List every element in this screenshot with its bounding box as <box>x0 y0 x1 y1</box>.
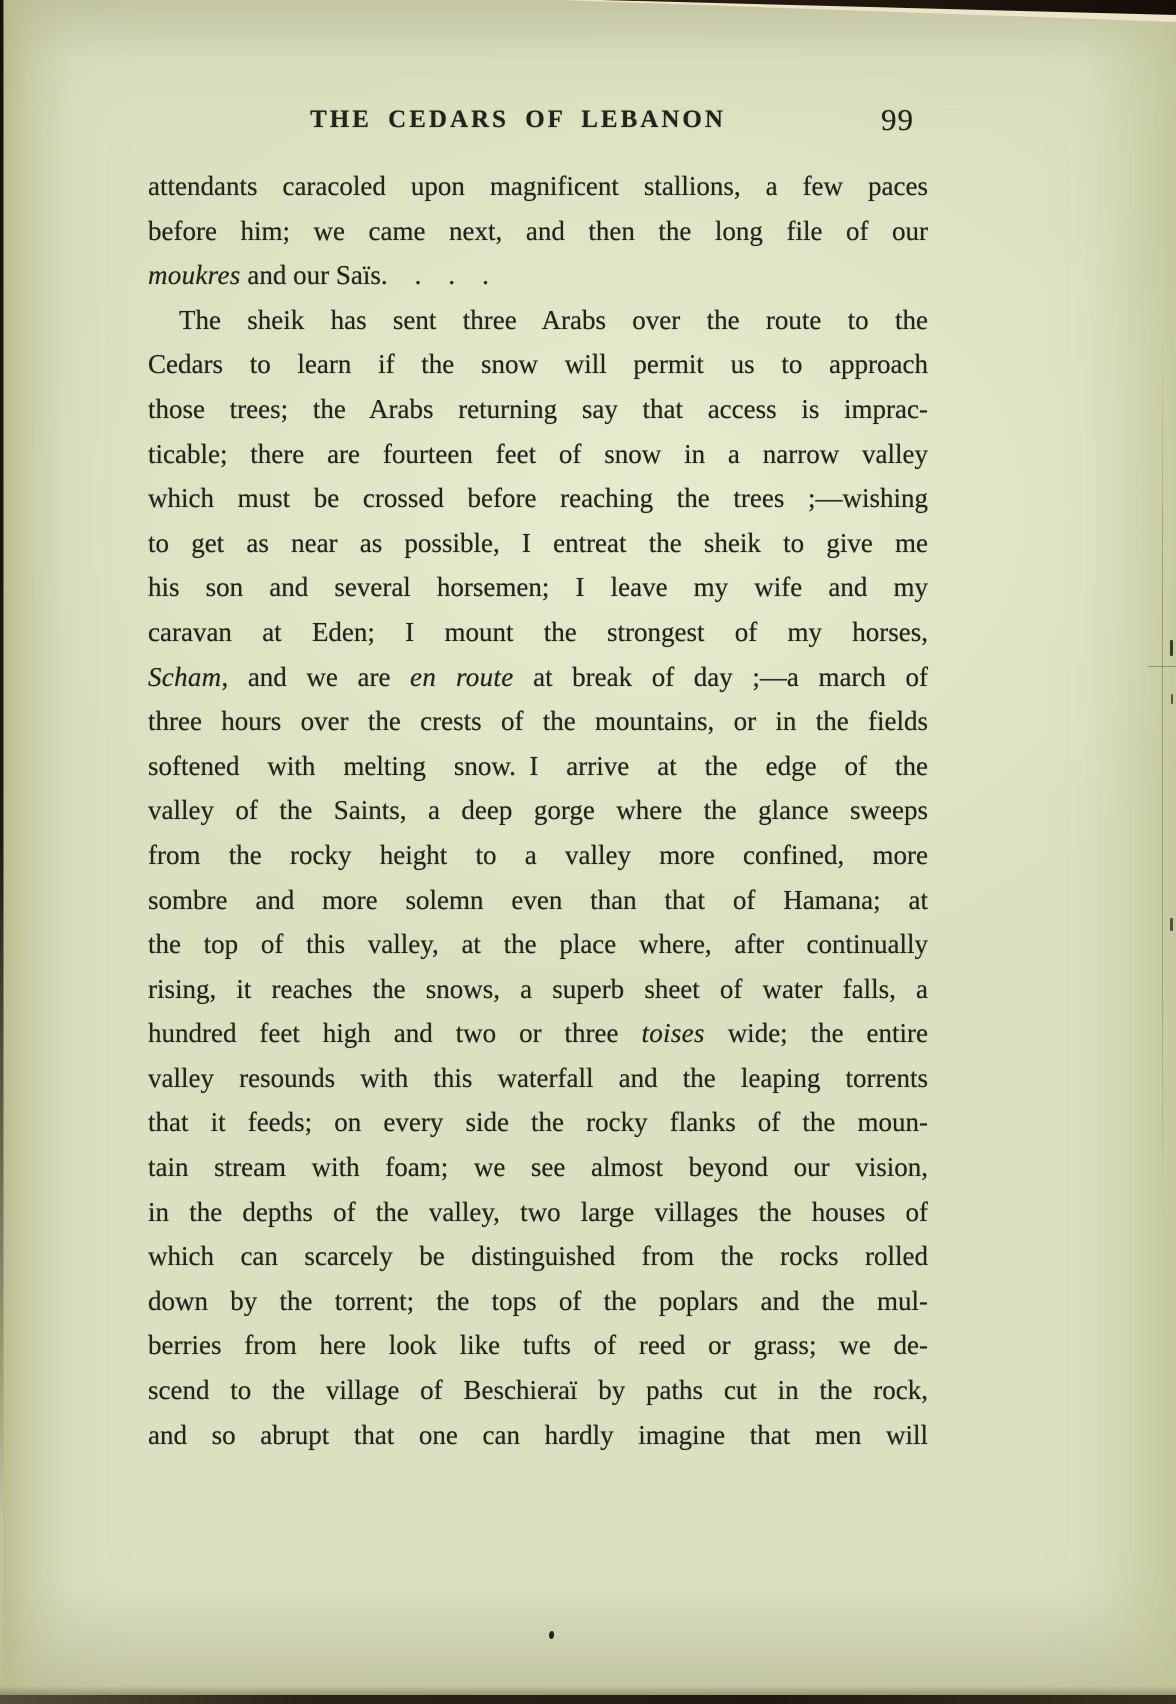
text-line <box>148 1145 928 1190</box>
text-line <box>148 1190 928 1235</box>
text-line <box>148 1056 928 1101</box>
right-edge-mark <box>1170 640 1173 656</box>
scan-hairline <box>1148 666 1176 667</box>
text-segment: his son and several horsemen; I leave my wife and my <box>148 572 928 603</box>
text-segment: berries from here look like tufts of reed or grass; we de- <box>148 1330 928 1361</box>
text-line <box>148 1234 928 1279</box>
text-line <box>148 744 928 789</box>
text-segment: at break of day ;—a march of <box>513 661 928 692</box>
text-segment: which must be crossed before reaching the trees ;—wishing <box>148 483 928 514</box>
text-segment: ticable; there are fourteen feet of snow in a narrow valley <box>148 438 928 469</box>
text-segment: softened with melting snow. I arrive at the edge of the <box>148 750 928 781</box>
text-line <box>148 476 928 521</box>
text-segment: valley resounds with this waterfall and the leaping torrents <box>148 1062 928 1093</box>
text-segment: Cedars to learn if the snow will permit us to approach <box>148 349 928 380</box>
text-segment: three hours over the crests of the mountains, or in the fields <box>148 706 928 737</box>
text-line <box>148 1279 928 1324</box>
italic-text: moukres <box>148 260 241 291</box>
text-segment: and so abrupt that one can hardly imagine that men will <box>148 1419 928 1450</box>
text-line <box>148 967 928 1012</box>
text-line <box>148 342 928 387</box>
text-line <box>148 1011 928 1056</box>
text-line <box>148 833 928 878</box>
text-segment: sombre and more solemn even than that of Hamana; at <box>148 884 928 915</box>
text-line <box>148 253 928 298</box>
text-line <box>148 521 928 566</box>
text-line <box>148 298 928 343</box>
text-line <box>148 1100 928 1145</box>
text-segment: rising, it reaches the snows, a superb sheet of water falls, a <box>148 973 928 1004</box>
text-line <box>148 1323 928 1368</box>
text-line <box>148 565 928 610</box>
text-segment: hundred feet high and two or three <box>148 1018 642 1049</box>
italic-text: en route <box>410 661 514 692</box>
bottom-photo-edge <box>0 1695 1176 1704</box>
text-segment: the top of this valley, at the place where, after continually <box>148 929 928 960</box>
text-segment: that it feeds; on every side the rocky flanks of the moun- <box>148 1107 928 1138</box>
text-segment: down by the torrent; the tops of the poplars and the mul- <box>148 1285 928 1316</box>
text-line <box>148 878 928 923</box>
text-segment: wide; the entire <box>704 1018 928 1049</box>
left-page-edge <box>3 0 27 1704</box>
text-line <box>148 209 928 254</box>
text-segment: scend to the village of Beschieraï by paths cut in the rock, <box>148 1375 928 1406</box>
ink-speck <box>548 1631 554 1640</box>
italic-text: Scham <box>148 661 222 692</box>
text-line <box>148 1368 928 1413</box>
text-segment: those trees; the Arabs returning say that access is imprac- <box>148 393 928 424</box>
text-segment: and our Saïs. . . . <box>240 260 489 291</box>
text-segment: tain stream with foam; we see almost beyond our vision, <box>148 1152 928 1183</box>
right-edge-mark <box>1171 694 1173 704</box>
text-segment: caravan at Eden; I mount the strongest of my horses, <box>148 616 928 647</box>
text-line <box>148 610 928 655</box>
text-segment: from the rocky height to a valley more confined, more <box>148 839 928 870</box>
text-line <box>148 164 928 209</box>
text-line <box>148 432 928 477</box>
text-line <box>148 1413 928 1458</box>
text-line <box>148 788 928 833</box>
right-edge-mark <box>1170 918 1173 931</box>
page-number: 99 <box>881 102 914 137</box>
text-segment: attendants caracoled upon magnificent stallions, a few paces <box>148 171 928 201</box>
right-page-edge-line <box>1162 330 1163 1230</box>
text-segment: The sheik has sent three Arabs over the route to the <box>179 304 928 335</box>
text-segment: valley of the Saints, a deep gorge where the glance sweeps <box>148 795 928 826</box>
text-segment: to get as near as possible, I entreat the sheik to give me <box>148 527 928 558</box>
running-title: THE CEDARS OF LEBANON <box>310 106 726 133</box>
body-text <box>148 164 928 1457</box>
text-segment: in the depths of the valley, two large villages the houses of <box>148 1196 928 1227</box>
text-segment: which can scarcely be distinguished from the rocks rolled <box>148 1241 928 1272</box>
page-header <box>148 102 928 148</box>
text-segment: , and we are <box>221 661 411 692</box>
text-line <box>148 655 928 700</box>
text-segment: before him; we came next, and then the long file of our <box>148 215 928 246</box>
text-line <box>148 699 928 744</box>
italic-text: toises <box>641 1018 705 1049</box>
text-line <box>148 387 928 432</box>
text-line <box>148 922 928 967</box>
